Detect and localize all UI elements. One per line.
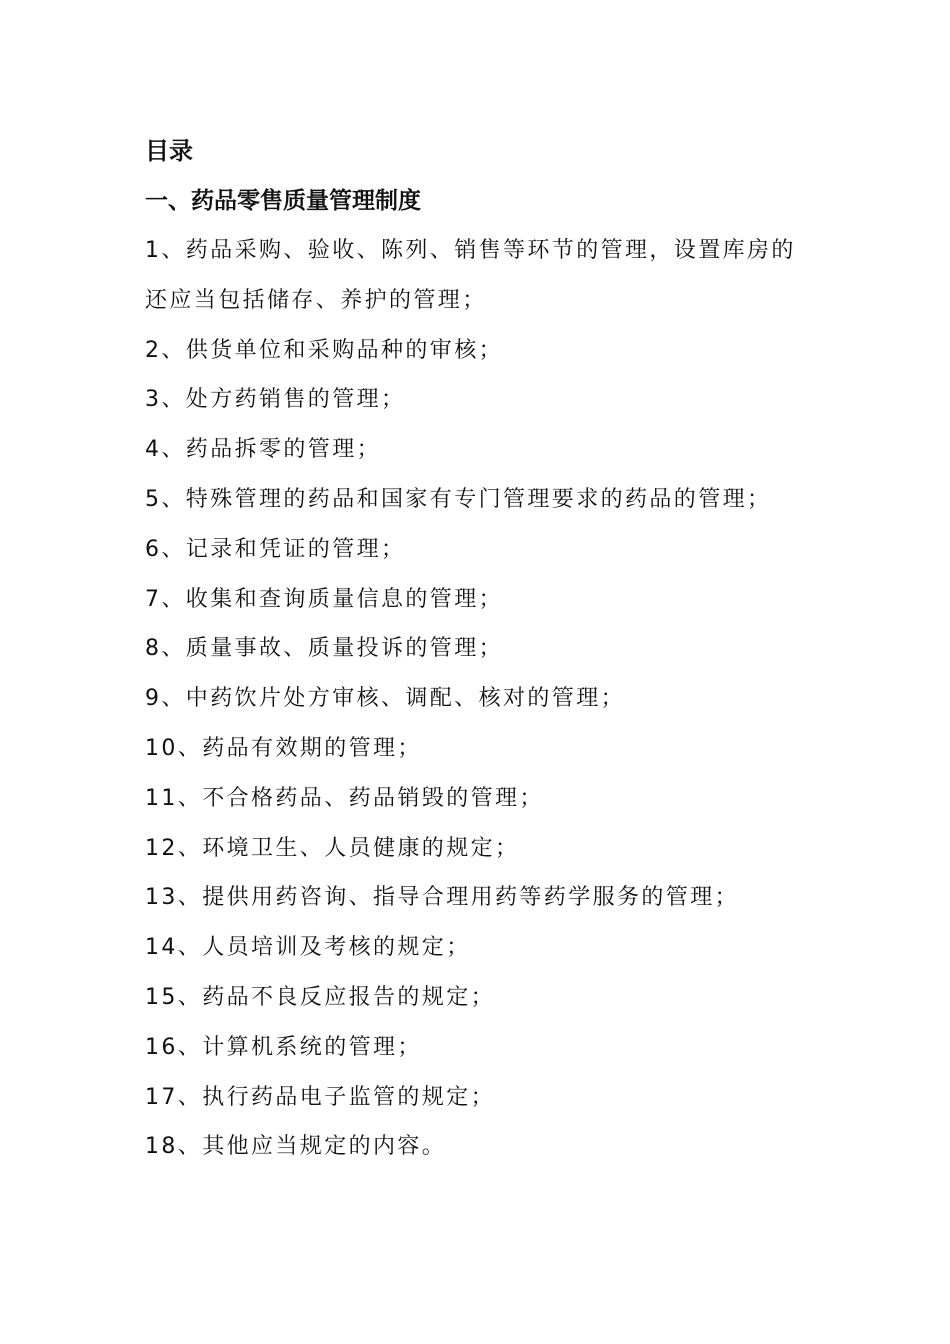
list-item: 2、供货单位和采购品种的审核； <box>145 337 503 363</box>
list-item: 17、执行药品电子监管的规定； <box>145 1084 495 1110</box>
list-item: 13、提供用药咨询、指导合理用药等药学服务的管理； <box>145 885 739 911</box>
list-item: 6、记录和凭证的管理； <box>145 536 406 562</box>
section-heading: 一、药品零售质量管理制度 <box>145 188 421 214</box>
list-item: 8、质量事故、质量投诉的管理； <box>145 636 503 662</box>
list-item: 11、不合格药品、药品销毁的管理； <box>145 785 544 811</box>
list-item: 18、其他应当规定的内容。 <box>145 1134 447 1160</box>
list-item: 7、收集和查询质量信息的管理； <box>145 586 503 612</box>
list-item: 15、药品不良反应报告的规定； <box>145 984 495 1010</box>
regulation-item-list <box>145 226 845 1172</box>
list-item: 9、中药饮片处方审核、调配、核对的管理； <box>145 686 625 712</box>
list-item: 14、人员培训及考核的规定； <box>145 935 471 961</box>
list-item: 1、药品采购、验收、陈列、销售等环节的管理，设置库房的还应当包括储存、养护的管理； <box>145 238 796 313</box>
list-item: 16、计算机系统的管理； <box>145 1034 422 1060</box>
list-item: 4、药品拆零的管理； <box>145 437 381 463</box>
document-content <box>145 126 845 1172</box>
list-item: 10、药品有效期的管理； <box>145 735 422 761</box>
list-item: 5、特殊管理的药品和国家有专门管理要求的药品的管理； <box>145 486 772 512</box>
list-item: 12、环境卫生、人员健康的规定； <box>145 835 520 861</box>
list-item: 3、处方药销售的管理； <box>145 387 406 413</box>
toc-title: 目录 <box>145 137 193 165</box>
